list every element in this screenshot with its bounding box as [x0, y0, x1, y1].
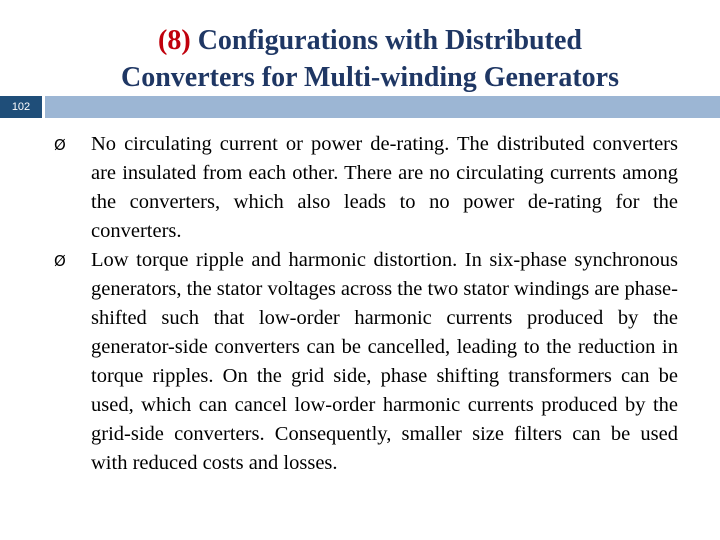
page-number: 102 [0, 96, 42, 118]
bullet-text: Low torque ripple and harmonic distortion. In six-phase synchronous generators, the stator voltages across the two stator windings are phase-shifted such that low-order harmonic currents produced by the generator-side converters can be cancelled, leading to the reduction in torque ripples. On the grid side, phase shifting transformers can be used, which can cancel low-order harmonic currents produced by the grid-side converters. Consequently, smaller size filters can be used with reduced costs and losses. [91, 249, 678, 474]
slide-title [40, 22, 700, 96]
arrow-bullet-icon: Ø [54, 252, 66, 270]
title-number: (8) [158, 25, 191, 56]
bullet-list [54, 130, 678, 478]
bar-fill [45, 96, 720, 118]
title-line-1: Configurations with Distributed [197, 25, 582, 56]
title-line-2: Converters for Multi-winding Generators [121, 62, 619, 93]
arrow-bullet-icon: Ø [54, 136, 66, 154]
bullet-item [54, 246, 678, 478]
bullet-item [54, 130, 678, 246]
header-bar [0, 96, 720, 118]
bullet-text: No circulating current or power de-rating. The distributed converters are insulated from each other. There are no circulating currents among the converters, which also leads to no power de-rating for the converters. [91, 133, 678, 242]
